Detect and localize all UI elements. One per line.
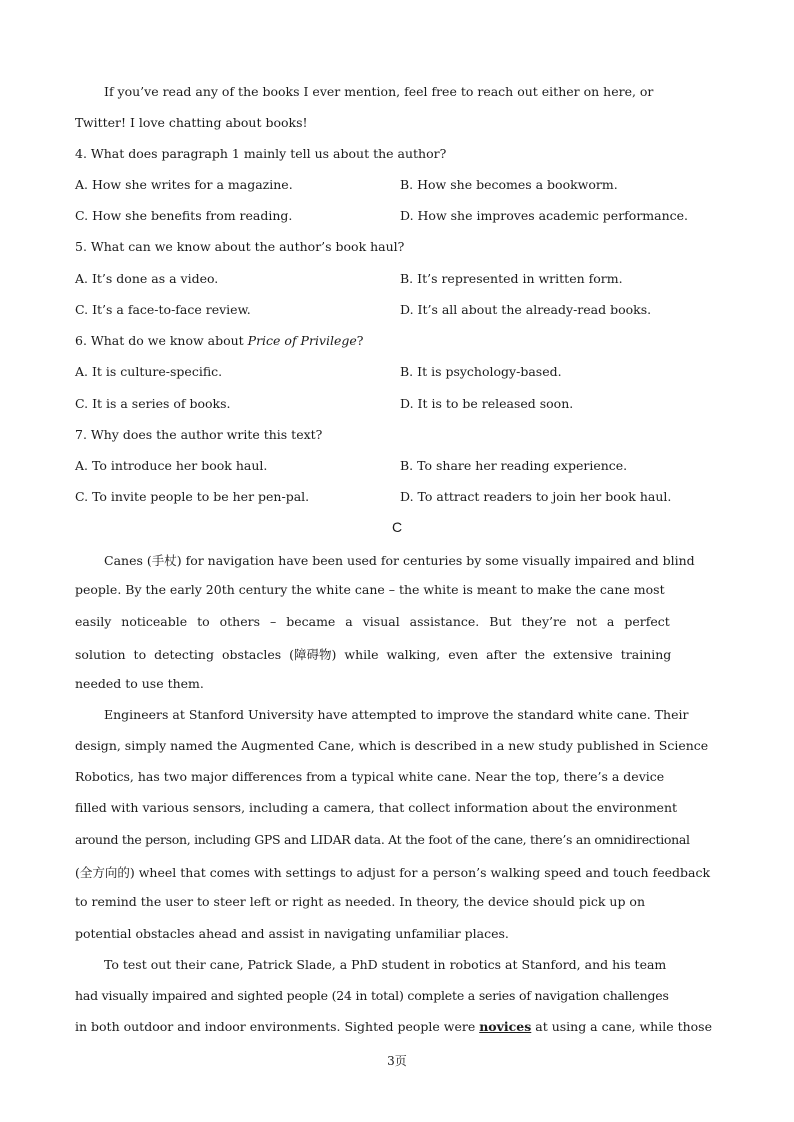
q6-option-a: A. It is culture-specific. [75,364,223,379]
p1-line-1: Canes (手杖) for navigation have been used for centuries by some visually impaired and blind [104,553,695,568]
highlighted-word-novices: novices [479,1019,532,1034]
q6-stem-suffix: ? [356,333,364,348]
p2-line-3: Robotics, has two major differences from a typical white cane. Near the top, there’s a device [75,769,665,784]
question-4-stem: 4. What does paragraph 1 mainly tell us about the author? [75,146,447,161]
p2-line-5: around the person, including GPS and LIDAR data. At the foot of the cane, there’s an omnidirectional [75,832,690,847]
q4-option-b: B. How she becomes a bookworm. [400,177,618,192]
q6-stem-prefix: 6. What do we know about [75,333,248,348]
q7-option-c: C. To invite people to be her pen-pal. [75,489,310,504]
q4-option-d: D. How she improves academic performance. [400,208,689,223]
question-7-stem: 7. Why does the author write this text? [75,427,323,442]
p2-line-2: design, simply named the Augmented Cane, which is described in a new study published in Science [75,738,709,753]
intro-line-2: Twitter! I love chatting about books! [75,115,308,130]
page-number: 3页 [387,1054,407,1068]
q5-option-d: D. It’s all about the already-read books. [400,302,652,317]
q6-option-b: B. It is psychology-based. [400,364,562,379]
p3-line-2: had visually impaired and sighted people (24 in total) complete a series of navigation challenges [75,988,669,1003]
q4-option-a: A. How she writes for a magazine. [75,177,293,192]
p3-line-3-suffix: at using a cane, while those [531,1019,712,1034]
p3-line-1: To test out their cane, Patrick Slade, a PhD student in robotics at Stanford, and his team [104,957,667,972]
p2-line-8: potential obstacles ahead and assist in navigating unfamiliar places. [75,926,509,941]
q5-option-b: B. It’s represented in written form. [400,271,623,286]
q4-option-c: C. How she benefits from reading. [75,208,293,223]
q6-option-d: D. It is to be released soon. [400,396,574,411]
q7-option-d: D. To attract readers to join her book haul. [400,489,672,504]
p1-line-4: solution to detecting obstacles (障碍物) while walking, even after the extensive training [75,647,672,662]
p3-line-3-prefix: in both outdoor and indoor environments. Sighted people were [75,1019,480,1034]
p1-line-3: easily noticeable to others – became a visual assistance. But they’re not a perfect [75,614,670,629]
section-label: C [391,519,403,535]
p2-line-4: filled with various sensors, including a camera, that collect information about the environment [75,800,678,815]
q7-option-a: A. To introduce her book haul. [75,458,268,473]
p1-line-2: people. By the early 20th century the white cane – the white is meant to make the cane most [75,582,665,597]
p2-line-6: (全方向的) wheel that comes with settings to adjust for a person’s walking speed and touch feedback [75,865,711,880]
p2-line-7: to remind the user to steer left or right as needed. In theory, the device should pick up on [75,894,646,909]
q6-book-title: Price of Privilege [247,333,357,348]
q5-option-c: C. It’s a face-to-face review. [75,302,251,317]
intro-line-1: If you’ve read any of the books I ever mention, feel free to reach out either on here, or [104,84,654,99]
q5-option-a: A. It’s done as a video. [75,271,219,286]
p3-line-3 [75,1019,712,1034]
question-5-stem: 5. What can we know about the author’s book haul? [75,239,405,254]
q7-option-b: B. To share her reading experience. [400,458,628,473]
question-6-stem [75,333,364,348]
q6-option-c: C. It is a series of books. [75,396,231,411]
p2-line-1: Engineers at Stanford University have attempted to improve the standard white cane. Their [104,707,689,722]
p1-line-5: needed to use them. [75,676,204,691]
